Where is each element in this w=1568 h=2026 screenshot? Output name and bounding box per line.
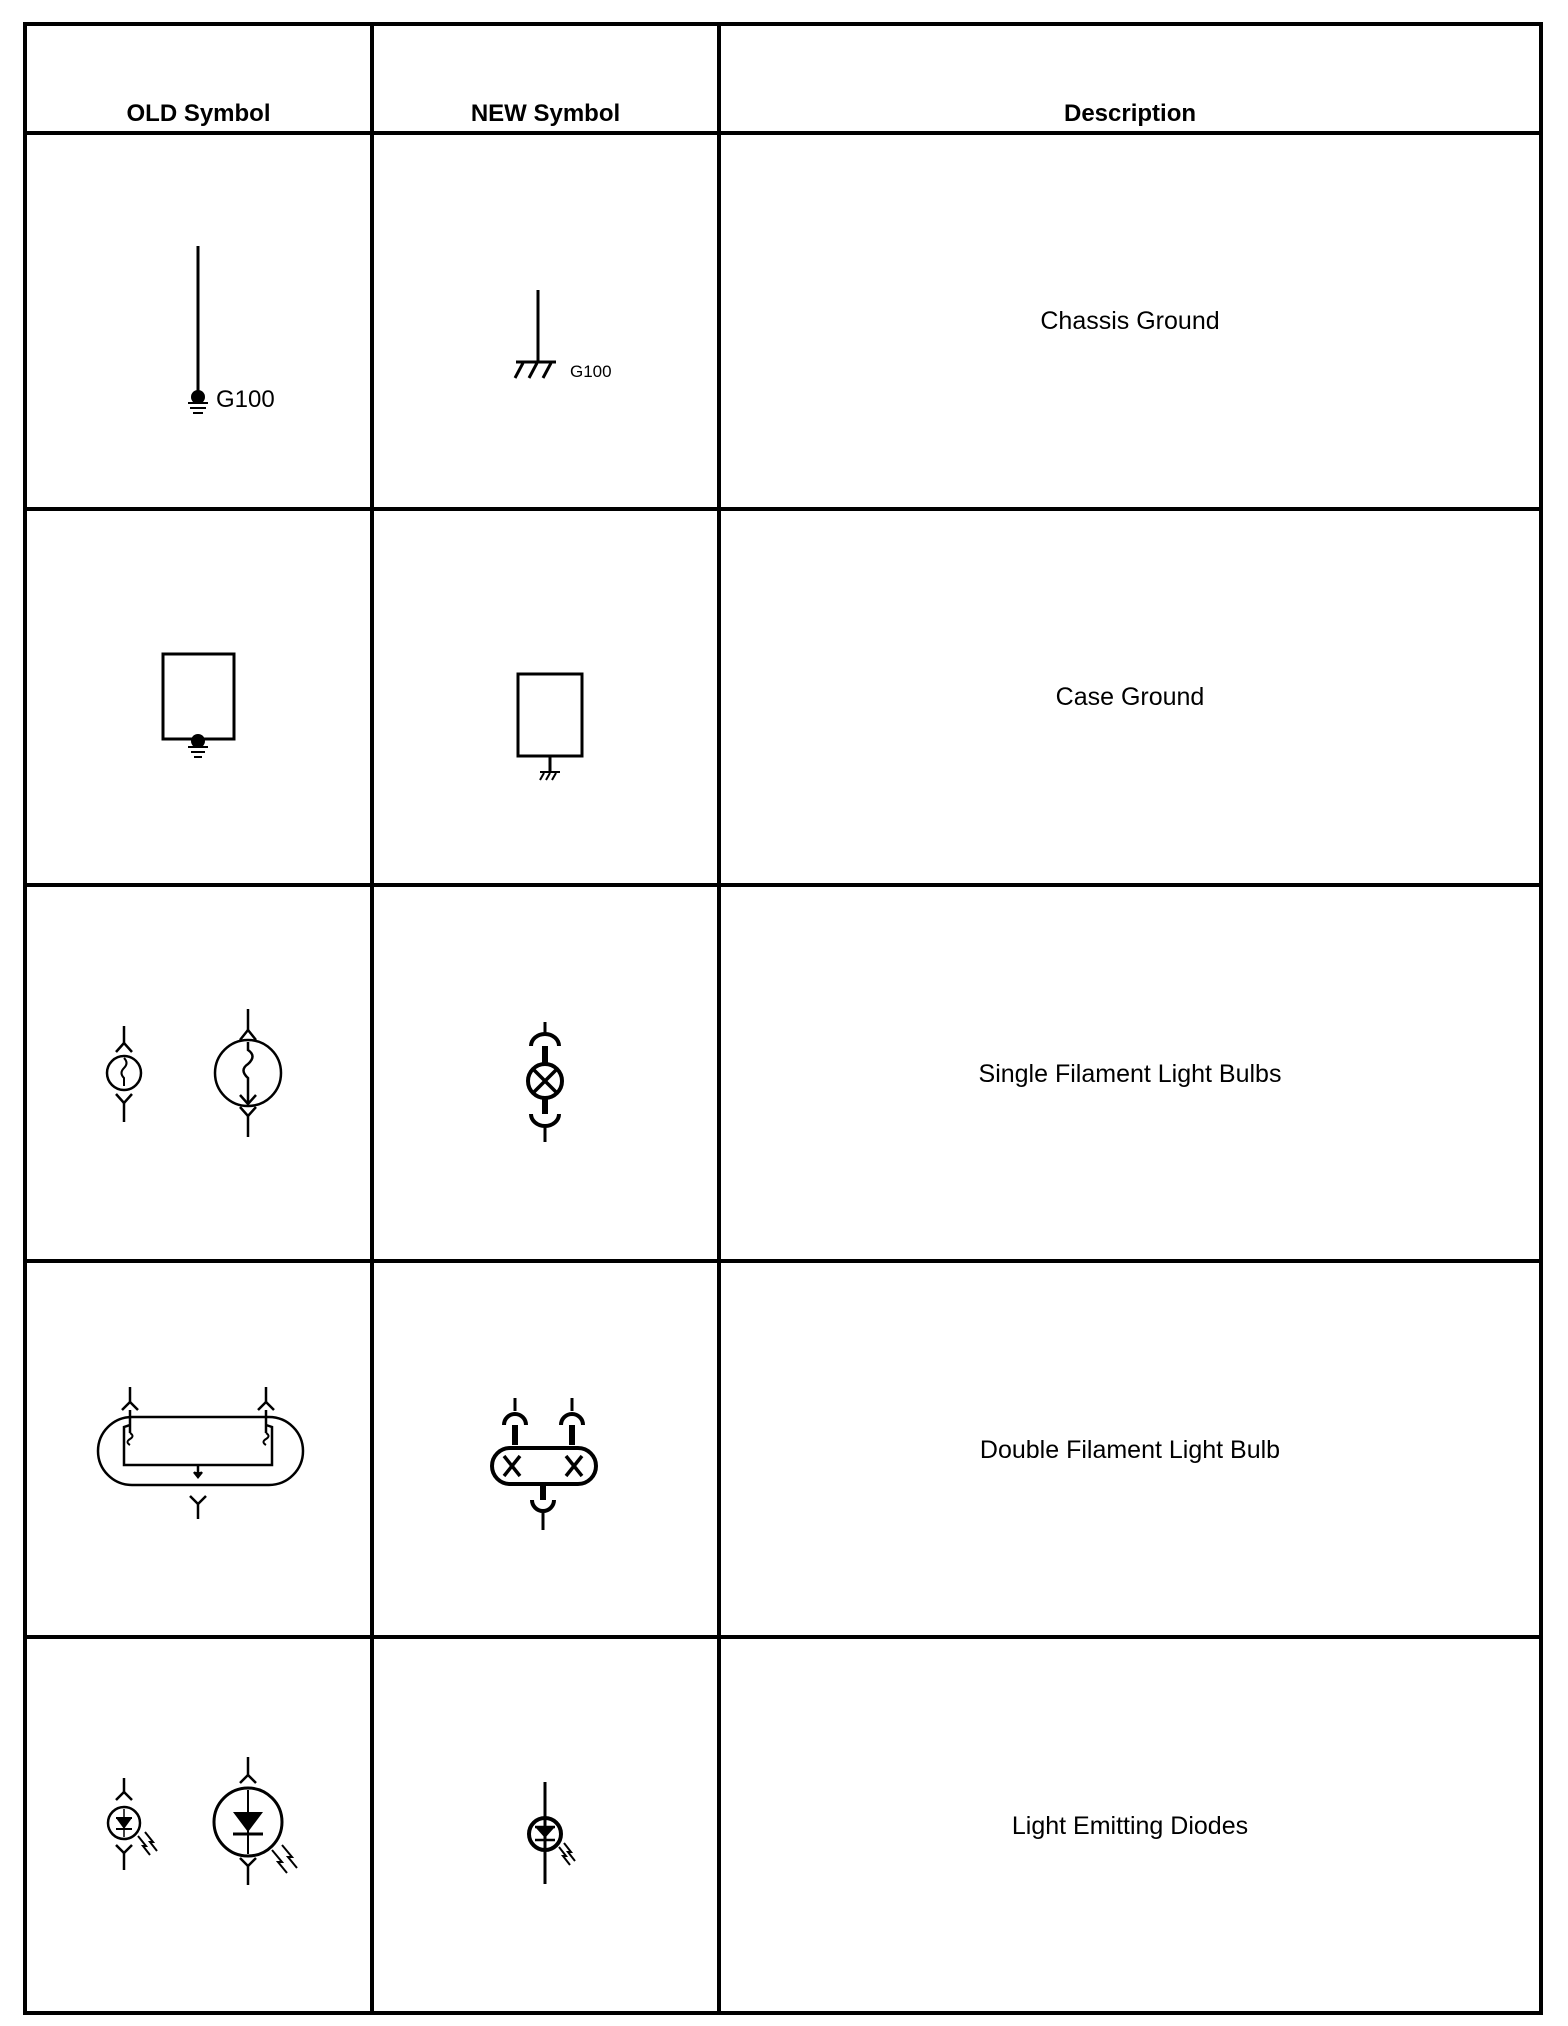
- description-chassis-ground: Chassis Ground: [1040, 307, 1220, 335]
- description-double-filament-bulb: Double Filament Light Bulb: [979, 1436, 1281, 1464]
- description-single-filament-bulbs: Single Filament Light Bulbs: [978, 1060, 1282, 1088]
- description-case-ground: Case Ground: [1055, 683, 1205, 711]
- chassis-ground-old-label: G100: [216, 386, 275, 413]
- header-new-symbol: NEW Symbol: [470, 100, 621, 127]
- header-old-symbol: OLD Symbol: [126, 100, 271, 127]
- chassis-ground-new-label: G100: [570, 362, 612, 381]
- header-description: Description: [1063, 100, 1197, 127]
- description-led: Light Emitting Diodes: [1011, 1812, 1249, 1840]
